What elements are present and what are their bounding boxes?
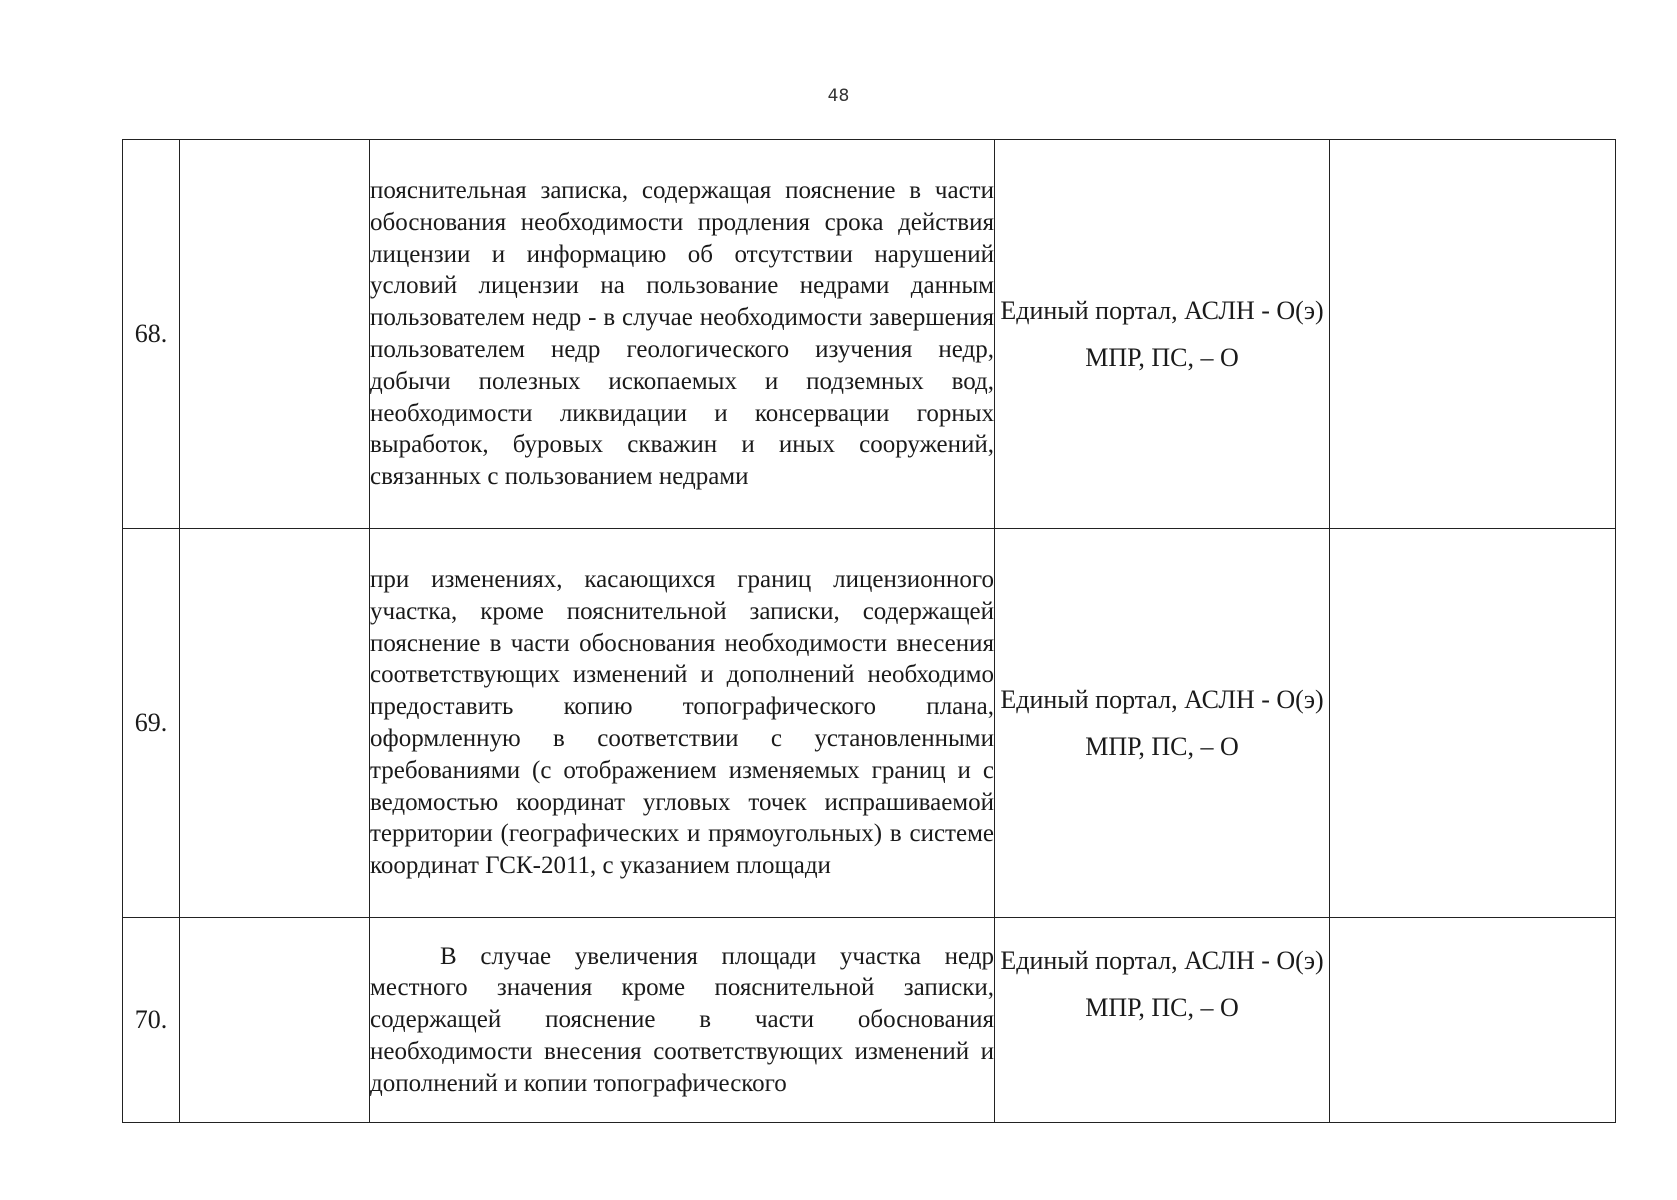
empty-cell <box>180 918 370 1123</box>
source-cell <box>995 918 1330 1123</box>
empty-cell <box>180 140 370 529</box>
source-line-portal: Единый портал, АСЛН - О(э) <box>1000 296 1324 325</box>
requirements-table <box>122 139 1616 1123</box>
description-cell <box>370 529 995 918</box>
source-cell <box>995 140 1330 529</box>
empty-cell <box>1330 918 1616 1123</box>
empty-cell <box>180 529 370 918</box>
source-line-mpr: МПР, ПС, – О <box>1085 993 1239 1022</box>
description-text: пояснительная записка, содержащая пояснение в части обоснования необходимости продления срока действия лицензии и информацию об отсутствии нарушений условий лицензии на пользование недрами данным пользователем недр - в случае необходимости завершения пользователем недр геологического изучения недр, добычи полезных ископаемых и подземных вод, необходимости ликвидации и консервации горных выработок, буровых скважин и иных сооружений, связанных с пользованием недрами <box>370 177 994 491</box>
source-line-portal: Единый портал, АСЛН - О(э) <box>1000 946 1324 975</box>
row-number: 70. <box>123 918 180 1123</box>
row-number: 68. <box>123 140 180 529</box>
row-number: 69. <box>123 529 180 918</box>
page-number: 48 <box>827 86 850 106</box>
source-line-portal: Единый портал, АСЛН - О(э) <box>1000 685 1324 714</box>
table-row <box>123 140 1616 529</box>
source-line-mpr: МПР, ПС, – О <box>1085 343 1239 372</box>
source-cell <box>995 529 1330 918</box>
source-line-mpr: МПР, ПС, – О <box>1085 732 1239 761</box>
description-cell <box>370 918 995 1123</box>
empty-cell <box>1330 140 1616 529</box>
empty-cell <box>1330 529 1616 918</box>
description-text: В случае увеличения площади участка недр местного значения кроме пояснительной записки, содержащей пояснение в части обоснования необходимости внесения соответствующих изменений и дополнений и копии топографического <box>370 942 994 1097</box>
table-row <box>123 918 1616 1123</box>
description-cell <box>370 140 995 529</box>
table-row <box>123 529 1616 918</box>
description-text: при изменениях, касающихся границ лицензионного участка, кроме пояснительной записки, содержащей пояснение в части обоснования необходимости внесения соответствующих изменений и дополнений необходимо предоставить копию топографического плана, оформленную в соответствии с установленными требованиями (с отображением изменяемых границ и с ведомостью координат угловых точек испрашиваемой территории (географических и прямоугольных) в системе координат ГСК-2011, с указанием площади <box>370 566 994 880</box>
